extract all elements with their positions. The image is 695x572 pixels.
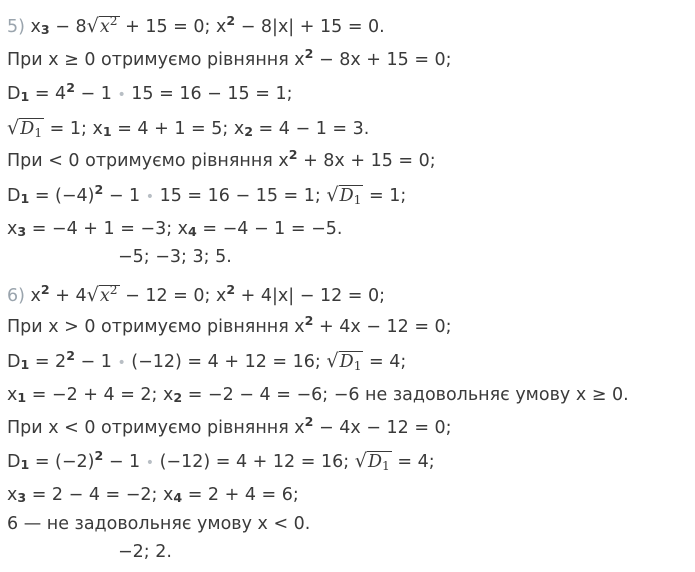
s6-answer: −2; 2.	[118, 542, 172, 562]
sqrt-d1: √D1	[354, 449, 390, 474]
s5-roots-1: √D1 = 1; x1 = 4 + 1 = 5; x2 = 4 − 1 = 3.	[7, 116, 370, 141]
s5-case-positive: При x ≥ 0 отримуємо рівняння $x^2 - 8x + 15 = 0$;	[7, 46, 452, 70]
s6-discriminant-1: $D1 = 2^2 - 1$ • (−12) = 4 + 12 = 16; √D1 = 4;	[7, 348, 407, 374]
s6-equation-line: 6) $x^2 + 4√x^2 - 12 = 0$; $x^2 + 4|x| - 12 = 0$;	[7, 283, 385, 307]
multiply-dot: •	[117, 87, 126, 103]
multiply-dot: •	[145, 455, 155, 471]
s6-label: 6)	[7, 286, 25, 306]
s5-answer: −5; −3; 3; 5.	[118, 247, 232, 267]
multiply-dot: •	[117, 355, 126, 371]
s5-discriminant-1: $D1 = 4^2 - 1$ • 15 = 16 − 15 = 1;	[7, 80, 293, 104]
sqrt-d1: √D1	[7, 116, 43, 141]
s6-discriminant-2: $D1 = (-2)^2 - 1$ • (−12) = 4 + 12 = 16; √D1 = 4;	[7, 448, 435, 474]
multiply-dot: •	[145, 189, 155, 205]
s5-roots-2: x3 = −4 + 1 = −3; x4 = −4 − 1 = −5.	[7, 219, 343, 239]
s6-roots-1: x1 = −2 + 4 = 2; x2 = −2 − 4 = −6; −6 не задовольняє умову x ≥ 0.	[7, 385, 629, 405]
sqrt-d1: √D1	[326, 183, 362, 208]
s6-case-negative: При x < 0 отримуємо рівняння $x^2 - 4x - 12 = 0$;	[7, 414, 452, 438]
s6-roots-2: x3 = 2 − 4 = −2; x4 = 2 + 4 = 6;	[7, 485, 299, 505]
s6-case-positive: При x > 0 отримуємо рівняння $x^2 + 4x - 12 = 0$;	[7, 313, 452, 337]
s5-label: 5)	[7, 17, 25, 37]
s5-discriminant-2: $D1 = (-4)^2 - 1$ • 15 = 16 − 15 = 1; √D1 = 1;	[7, 182, 407, 208]
sqrt-x-squared: $√x^2$	[86, 283, 118, 306]
sqrt-d1: √D1	[326, 349, 362, 374]
s5-equation-line: 5) $x3 - 8√x^2 + 15 = 0$; $x^2 - 8|x| + 15 = 0$.	[7, 14, 385, 38]
s6-condition-note: 6 — не задовольняє умову x < 0.	[7, 514, 311, 534]
sqrt-x-squared: $√x^2$	[86, 14, 118, 37]
s5-case-negative: При < 0 отримуємо рівняння $x^2 + 8x + 15 = 0$;	[7, 147, 436, 171]
